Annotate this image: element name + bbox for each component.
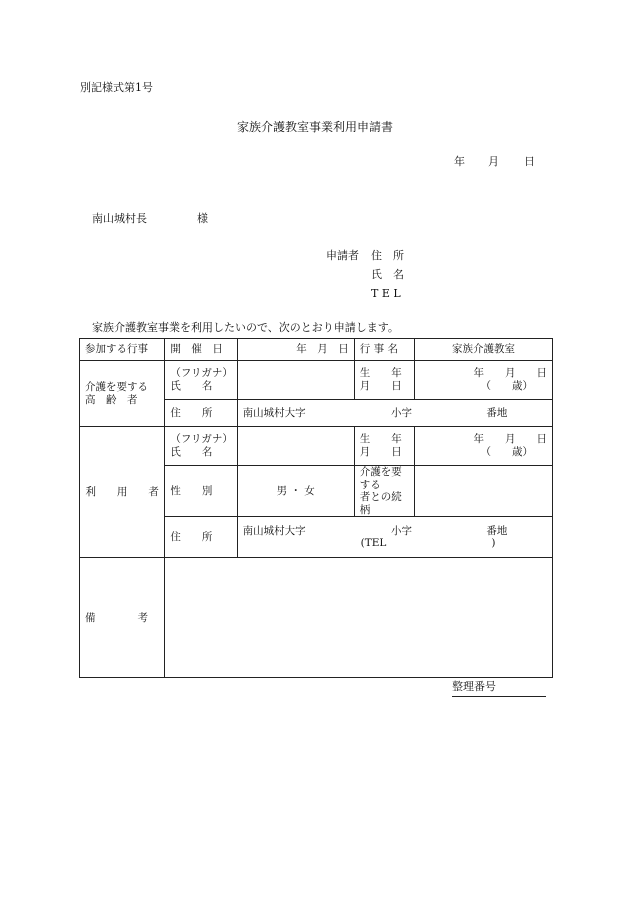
user-birth-field[interactable] <box>414 427 552 466</box>
sex-choice[interactable]: 男 ・ 女 <box>237 466 354 517</box>
participate-label: 参加する行事 <box>80 339 165 361</box>
sex-label: 性 別 <box>165 466 237 517</box>
form-number: 別記様式第1号 <box>80 81 153 94</box>
user-birth-label <box>354 427 414 466</box>
applicant-tel-label: T E L <box>371 287 401 300</box>
furigana-label: （フリガナ） <box>170 367 233 380</box>
birth-label-line1: 生 年 <box>359 367 402 380</box>
age-value: （ 歳） <box>480 446 533 458</box>
relation-field[interactable] <box>414 466 552 517</box>
relation-label <box>354 466 414 517</box>
name-label: 氏 名 <box>170 380 213 392</box>
birth-label-line2: 月 日 <box>359 446 402 458</box>
elderly-label-line1: 介護を要する <box>85 380 148 393</box>
date-day: 日 <box>524 155 535 168</box>
elderly-address-label: 住 所 <box>165 400 237 427</box>
date-month: 月 <box>488 155 499 168</box>
birth-date-value: 年 月 日 <box>473 433 547 446</box>
user-label: 利 用 者 <box>80 427 165 558</box>
furigana-label: （フリガナ） <box>170 433 233 446</box>
birth-date-value: 年 月 日 <box>473 367 547 380</box>
applicant-address-label: 住 所 <box>371 249 404 262</box>
relation-label-line1: 介護を要する <box>359 466 402 491</box>
user-address-field[interactable] <box>237 517 552 558</box>
date-year: 年 <box>454 155 465 168</box>
user-name-label <box>165 427 237 466</box>
addressee-honorific: 様 <box>197 212 208 225</box>
serial-number-label: 整理番号 <box>452 678 546 697</box>
event-name-value: 家族介護教室 <box>414 339 552 361</box>
remarks-field[interactable] <box>165 558 553 678</box>
address-banchi: 番地 <box>486 406 508 419</box>
elderly-birth-label <box>354 361 414 400</box>
birth-label-line2: 月 日 <box>359 380 402 392</box>
intro-text: 家族介護教室事業を利用したいので、次のとおり申請します。 <box>92 321 399 334</box>
relation-label-line2: 者との続柄 <box>359 491 402 516</box>
age-value: （ 歳） <box>480 380 533 392</box>
user-name-field[interactable] <box>237 427 354 466</box>
event-name-label: 行 事 名 <box>354 339 414 361</box>
birth-label-line1: 生 年 <box>359 433 402 446</box>
addressee-name: 南山城村長 <box>92 212 147 225</box>
document-title: 家族介護教室事業利用申請書 <box>236 120 393 134</box>
elderly-birth-field[interactable] <box>414 361 552 400</box>
application-table <box>79 338 553 678</box>
address-village: 南山城村大字 <box>242 406 306 419</box>
user-address-label: 住 所 <box>165 517 237 558</box>
address-village: 南山城村大字 <box>242 524 306 537</box>
event-date-value[interactable]: 年 月 日 <box>237 339 354 361</box>
date-label: 開 催 日 <box>165 339 237 361</box>
elderly-address-field[interactable] <box>237 400 552 427</box>
remarks-label: 備 考 <box>80 558 165 678</box>
address-koaza: 小字 <box>390 406 412 419</box>
elderly-label-line2: 高 齢 者 <box>85 393 138 406</box>
elderly-name-field[interactable] <box>237 361 354 400</box>
name-label: 氏 名 <box>170 446 213 458</box>
applicant-label: 申請者 <box>326 249 359 262</box>
address-koaza: 小字 <box>390 524 412 537</box>
address-banchi: 番地 <box>486 524 508 537</box>
tel-value: (TEL ) <box>360 537 496 550</box>
elderly-name-label <box>165 361 237 400</box>
applicant-name-label: 氏 名 <box>371 268 404 281</box>
elderly-label <box>80 361 165 427</box>
